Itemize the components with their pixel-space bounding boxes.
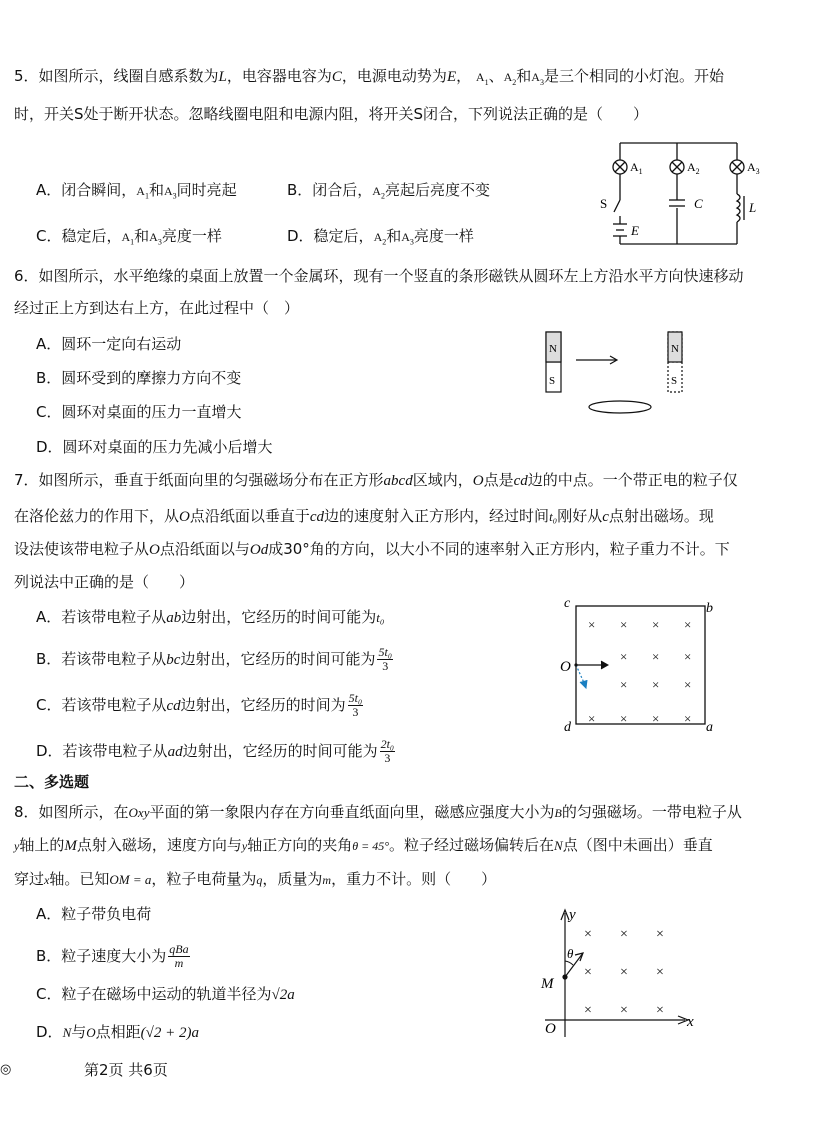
q7-opt-b-num: 5t₀ xyxy=(378,645,392,659)
q7-t0: t₀ xyxy=(549,509,558,524)
q5-fig-S: S xyxy=(600,196,608,211)
q6-fig-S-right: S xyxy=(671,375,678,387)
q5-fig-A1: $A_1$ xyxy=(630,160,643,176)
q8-Oxy: Oxy xyxy=(128,805,150,820)
q8-text: 的匀强磁场。一带电粒子从 xyxy=(561,803,742,821)
q8-stem-line3 xyxy=(14,869,496,890)
q7-stem-line1 xyxy=(14,470,738,491)
q5-opt-a-A3: $A_3$ xyxy=(163,184,177,201)
field-cross-mark: × xyxy=(620,965,628,980)
q8-opt-d-text: D． xyxy=(36,1023,63,1041)
q7-O: O xyxy=(149,542,160,558)
q5-A1: A xyxy=(475,70,485,84)
q8-text: ，重力不计。则（ ） xyxy=(331,870,497,888)
q6-stem-line2: 经过正上方到达右上方，在此过程中（ ） xyxy=(14,299,300,317)
q5-opt-c-text2: 亮度一样 xyxy=(161,227,222,245)
q8-B: B xyxy=(554,806,562,820)
q8-y: y xyxy=(241,839,248,853)
q8-text: 穿过 xyxy=(14,870,45,888)
q8-theta: θ = 45° xyxy=(352,839,389,853)
field-cross-mark: × xyxy=(584,1003,592,1018)
q8-x: x xyxy=(44,873,50,887)
q8-fig-x: x xyxy=(687,1014,694,1030)
q5-opt-a-and: 和 xyxy=(148,181,164,199)
q7-c: c xyxy=(602,509,609,525)
q5-fig-E: E xyxy=(631,223,639,238)
q7-text: 设法使该带电粒子从 xyxy=(14,540,150,558)
q8-coordinate-diagram xyxy=(535,905,705,1040)
field-cross-mark: × xyxy=(684,711,692,726)
q7-opt-d-den: 3 xyxy=(384,751,391,765)
q5-A3-sub: 3 xyxy=(539,78,544,87)
field-cross-mark: × xyxy=(620,649,628,664)
q7-text: 刚好从 xyxy=(557,507,603,525)
q8-opt-d-N: N xyxy=(62,1025,72,1040)
q6-fig-N-left: N xyxy=(549,343,557,355)
q5-text: ，电容器电容为 xyxy=(226,67,332,85)
q7-fig-a: a xyxy=(706,720,713,735)
q8-opt-b-fraction xyxy=(168,943,189,970)
q7-text: 边的中点。一个带正电的粒子仅 xyxy=(527,471,738,489)
field-cross-mark: × xyxy=(588,711,596,726)
q5-L: L xyxy=(218,69,227,85)
q7-opt-d-text2: 边射出，它经历的时间可能为 xyxy=(182,742,378,760)
q5-opt-b-text2: 亮起后亮度不变 xyxy=(384,181,490,199)
q8-opt-b-den: m xyxy=(174,956,184,970)
q6-magnet-diagram xyxy=(540,328,700,423)
q7-cd: cd xyxy=(309,509,325,525)
q7-text: 点是 xyxy=(483,471,514,489)
q5-opt-b-A2: $A_2$ xyxy=(372,184,385,201)
footer-mark: ◎ xyxy=(0,1062,12,1077)
q7-stem-line4: 列说法中正确的是（ ） xyxy=(14,573,195,591)
q8-m: m xyxy=(322,873,332,887)
section-heading-multiple-choice: 二、多选题 xyxy=(14,773,90,791)
q7-opt-a-value: t₀ xyxy=(376,610,385,625)
q5-C: C xyxy=(331,69,342,85)
q7-O: O xyxy=(472,473,484,489)
q8-option-b[interactable] xyxy=(36,943,192,970)
q7-opt-a-text2: 边射出，它经历的时间可能为 xyxy=(181,608,377,626)
q5-A2-sub: 2 xyxy=(512,78,517,87)
q8-opt-b-text: B．粒子速度大小为 xyxy=(36,947,167,965)
field-cross-mark: × xyxy=(684,677,692,692)
q5-E: E xyxy=(446,69,457,85)
q7-opt-b-text: B．若该带电粒子从 xyxy=(36,650,167,668)
q8-option-a[interactable]: A．粒子带负电荷 xyxy=(36,905,152,923)
q5-text: ， xyxy=(456,67,472,85)
q7-stem-line3 xyxy=(14,539,730,560)
q7-opt-d-num: 2t₀ xyxy=(380,737,395,751)
field-cross-mark: × xyxy=(588,617,596,632)
q7-opt-c-text: C．若该带电粒子从 xyxy=(36,696,167,714)
q8-text: 8．如图所示，在 xyxy=(14,803,129,821)
q5-stem-line2: 时，开关S处于断开状态。忽略线圈电阻和电源内阻，将开关S闭合，下列说法正确的是（ ） xyxy=(14,105,649,123)
q5-text: 5．如图所示，线圈自感系数为 xyxy=(14,67,219,85)
q7-text: 边的速度射入正方形内，经过时间 xyxy=(324,507,550,525)
q7-text: 成30°角的方向，以大小不同的速率射入正方形内，粒子重力不计。下 xyxy=(268,540,730,558)
q5-option-a[interactable] xyxy=(36,180,237,206)
q5-option-b[interactable] xyxy=(287,180,490,206)
q7-opt-d-text: D．若该带电粒子从 xyxy=(36,742,168,760)
q7-fig-O: O xyxy=(560,659,571,675)
q5-opt-c-and: 和 xyxy=(134,227,150,245)
q6-fig-N-right: N xyxy=(671,343,679,355)
q8-field-crosses xyxy=(584,927,664,1018)
q5-stem-line1 xyxy=(14,66,724,93)
q8-opt-d-text3: 点相距 xyxy=(95,1023,141,1041)
q5-opt-d-A2: $A_2$ xyxy=(373,230,387,247)
field-cross-mark: × xyxy=(652,711,660,726)
q8-stem-line2 xyxy=(14,835,713,856)
q6-option-d[interactable]: D．圆环对桌面的压力先减小后增大 xyxy=(36,438,273,456)
q7-magnetic-square-diagram xyxy=(558,598,718,738)
q8-fig-M: M xyxy=(541,976,554,992)
q5-A3: A xyxy=(531,70,540,84)
q7-option-a[interactable] xyxy=(36,607,384,628)
q7-fig-b: b xyxy=(706,601,713,616)
q7-fig-d: d xyxy=(564,720,571,735)
field-cross-mark: × xyxy=(620,927,628,942)
q7-opt-a-text: A．若该带电粒子从 xyxy=(36,608,167,626)
q7-opt-b-text2: 边射出，它经历的时间可能为 xyxy=(180,650,376,668)
q7-text: 7．如图所示，垂直于纸面向里的匀强磁场分布在正方形 xyxy=(14,471,384,489)
field-cross-mark: × xyxy=(620,711,628,726)
q8-opt-c-value: √2a xyxy=(271,987,295,1003)
field-cross-mark: × xyxy=(652,617,660,632)
q5-fig-A2: $A_2$ xyxy=(687,160,700,176)
q8-text: 轴上的 xyxy=(19,836,65,854)
q8-text: 平面的第一象限内存在方向垂直纸面向里，磁感应强度大小为 xyxy=(149,803,555,821)
field-cross-mark: × xyxy=(652,649,660,664)
q5-fig-A3: $A_3$ xyxy=(747,160,760,176)
field-cross-mark: × xyxy=(656,927,664,942)
q7-opt-c-fraction xyxy=(348,692,364,719)
q8-text: 点射入磁场，速度方向与 xyxy=(76,836,242,854)
q7-opt-b-den: 3 xyxy=(382,659,389,673)
q5-opt-c-A1: $A_1$ xyxy=(121,230,135,247)
q7-text: 点射出磁场。现 xyxy=(608,507,714,525)
q7-text: 在洛伦兹力的作用下，从 xyxy=(14,507,180,525)
q8-text: ，粒子电荷量为 xyxy=(151,870,257,888)
q8-N: N xyxy=(554,838,563,853)
q7-text: 区域内， xyxy=(412,471,473,489)
q6-option-a[interactable]: A．圆环一定向右运动 xyxy=(36,335,182,353)
q8-opt-d-O: O xyxy=(86,1025,96,1040)
q7-fig-c: c xyxy=(564,598,571,611)
field-cross-mark: × xyxy=(684,649,692,664)
q5-A2: A xyxy=(503,70,513,84)
q8-fig-y: y xyxy=(569,907,576,923)
q7-option-d[interactable] xyxy=(36,738,397,765)
footer-page-number: 第2页 共6页 xyxy=(84,1061,168,1079)
q5-sep: 、 xyxy=(488,67,504,85)
q8-text: 点（图中未画出）垂直 xyxy=(562,836,713,854)
q8-text: ，质量为 xyxy=(262,870,323,888)
q8-opt-d-value: (√2 + 2)a xyxy=(140,1025,200,1041)
q8-opt-c-text: C．粒子在磁场中运动的轨道半径为 xyxy=(36,985,272,1003)
q5-option-c[interactable] xyxy=(36,226,222,252)
q7-opt-c-text2: 边射出，它经历的时间为 xyxy=(180,696,346,714)
q5-fig-L: L xyxy=(749,200,757,215)
q5-opt-b-text: B．闭合后， xyxy=(287,181,373,199)
q8-stem-line1 xyxy=(14,802,742,823)
q7-cd: cd xyxy=(513,473,528,489)
q5-opt-d-A3: $A_3$ xyxy=(401,230,414,247)
q5-opt-d-and: 和 xyxy=(386,227,402,245)
q7-text: 点沿纸面以与 xyxy=(159,540,250,558)
q7-option-c[interactable] xyxy=(36,692,365,719)
q5-opt-c-text: C．稳定后， xyxy=(36,227,122,245)
q8-option-d[interactable] xyxy=(36,1022,199,1043)
q5-and: 和 xyxy=(516,67,532,85)
q5-opt-a-text: A．闭合瞬间， xyxy=(36,181,137,199)
field-cross-mark: × xyxy=(620,617,628,632)
field-cross-mark: × xyxy=(684,617,692,632)
field-cross-mark: × xyxy=(620,1003,628,1018)
q5-option-d[interactable] xyxy=(287,226,474,252)
q5-fig-C: C xyxy=(694,196,703,211)
q7-opt-c-num: 5t₀ xyxy=(348,691,363,705)
q8-fig-theta: θ xyxy=(567,946,574,961)
q7-text: 点沿纸面以垂直于 xyxy=(189,507,310,525)
q7-option-b[interactable] xyxy=(36,646,395,673)
q8-OM: OM = a xyxy=(109,872,152,887)
q7-opt-c-cd: cd xyxy=(166,698,181,714)
q7-opt-d-fraction xyxy=(380,738,396,765)
q5-opt-c-A3: $A_3$ xyxy=(149,230,162,247)
field-cross-mark: × xyxy=(652,677,660,692)
q5-text: 是三个相同的小灯泡。开始 xyxy=(543,67,724,85)
q5-A1-sub: 1 xyxy=(484,78,489,87)
q7-opt-d-ad: ad xyxy=(167,744,183,760)
q8-y: y xyxy=(14,839,20,853)
q8-opt-b-num: qBa xyxy=(169,942,189,956)
field-cross-mark: × xyxy=(656,1003,664,1018)
q7-Od: Od xyxy=(249,542,269,558)
q7-abcd: abcd xyxy=(383,473,413,489)
q8-option-c[interactable] xyxy=(36,984,295,1005)
q8-opt-d-text2: 与 xyxy=(71,1023,87,1041)
q8-M: M xyxy=(64,838,77,854)
field-cross-mark: × xyxy=(584,965,592,980)
q8-q: q xyxy=(256,873,263,887)
field-cross-mark: × xyxy=(584,927,592,942)
q7-opt-c-den: 3 xyxy=(352,705,359,719)
q5-text: ，电源电动势为 xyxy=(341,67,447,85)
q8-text: 轴正方向的夹角 xyxy=(247,836,353,854)
q7-opt-a-ab: ab xyxy=(166,610,182,626)
q6-option-c[interactable]: C．圆环对桌面的压力一直增大 xyxy=(36,403,242,421)
q8-fig-O: O xyxy=(545,1021,556,1037)
q5-circuit-diagram xyxy=(590,140,770,250)
q7-stem-line2 xyxy=(14,506,714,527)
field-cross-mark: × xyxy=(656,965,664,980)
q7-field-crosses xyxy=(588,617,691,726)
q5-opt-d-text2: 亮度一样 xyxy=(413,227,474,245)
q8-text: 轴。已知 xyxy=(49,870,110,888)
q5-opt-a-A1: $A_1$ xyxy=(136,184,149,201)
q5-opt-d-text: D．稳定后， xyxy=(287,227,374,245)
q6-option-b[interactable]: B．圆环受到的摩擦力方向不变 xyxy=(36,369,242,387)
q5-opt-a-text2: 同时亮起 xyxy=(176,181,237,199)
q7-O: O xyxy=(179,509,190,525)
q7-opt-b-fraction xyxy=(377,646,393,673)
field-cross-mark: × xyxy=(620,677,628,692)
q6-fig-S-left: S xyxy=(549,375,556,387)
q7-opt-b-bc: bc xyxy=(166,652,181,668)
q8-text: 。粒子经过磁场偏转后在 xyxy=(389,836,555,854)
q6-stem-line1: 6．如图所示，水平绝缘的桌面上放置一个金属环，现有一个竖直的条形磁铁从圆环左上方沿水平方向快速移动 xyxy=(14,267,744,285)
